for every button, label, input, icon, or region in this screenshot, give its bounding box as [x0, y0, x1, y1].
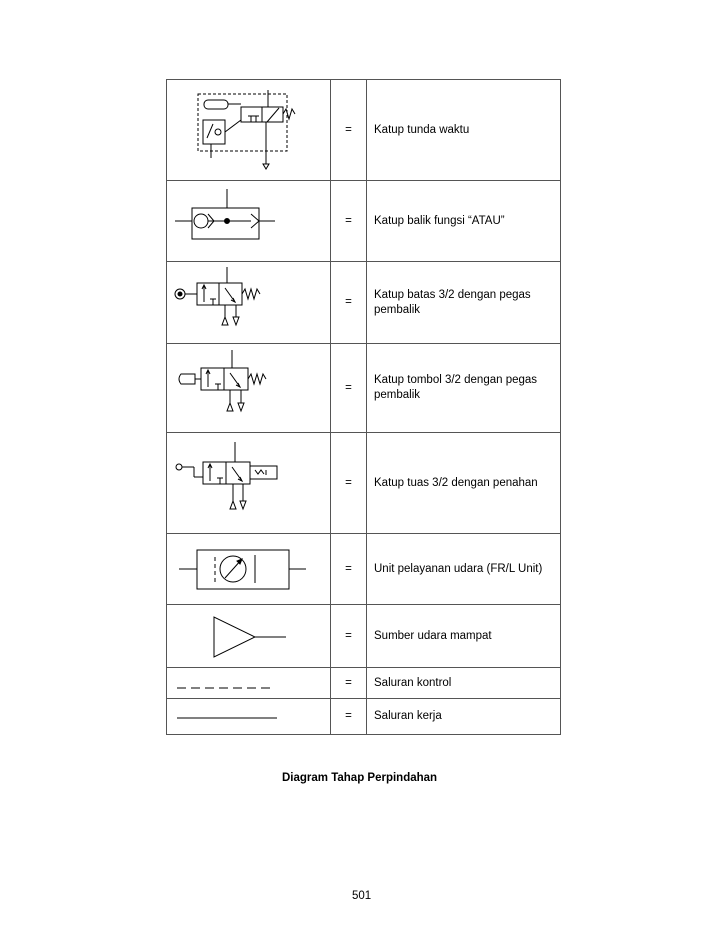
symbol-description: Unit pelayanan udara (FR/L Unit) — [367, 534, 561, 605]
equals-sign: = — [331, 181, 367, 262]
equals-sign: = — [331, 534, 367, 605]
symbol-description: Katup balik fungsi “ATAU” — [367, 181, 561, 262]
control-line-icon — [167, 668, 330, 699]
symbol-description: Sumber udara mampat — [367, 605, 561, 668]
symbol-cell — [167, 433, 331, 534]
equals-sign: = — [331, 699, 367, 735]
table-row — [167, 433, 561, 534]
symbol-cell — [167, 80, 331, 181]
table-row — [167, 534, 561, 605]
symbol-cell — [167, 181, 331, 262]
symbol-description: Katup tunda waktu — [367, 80, 561, 181]
equals-sign: = — [331, 262, 367, 344]
page-number: 501 — [352, 890, 372, 902]
roller-limit-valve-icon — [167, 262, 330, 344]
table-row — [167, 181, 561, 262]
time-delay-valve-icon — [167, 80, 330, 181]
symbol-cell — [167, 668, 331, 699]
table-row — [167, 668, 561, 699]
symbol-description: Katup batas 3/2 dengan pegas pembalik — [367, 262, 561, 344]
working-line-icon — [167, 699, 330, 735]
push-button-valve-icon — [167, 344, 330, 433]
air-service-unit-icon — [167, 534, 330, 605]
compressed-air-source-icon — [167, 605, 330, 668]
diagram-caption: Diagram Tahap Perpindahan — [282, 772, 438, 784]
equals-sign: = — [331, 344, 367, 433]
symbol-cell — [167, 534, 331, 605]
table-row — [167, 344, 561, 433]
symbol-description: Katup tombol 3/2 dengan pegas pembalik — [367, 344, 561, 433]
or-shuttle-valve-icon — [167, 181, 330, 262]
table-row — [167, 80, 561, 181]
equals-sign: = — [331, 668, 367, 699]
symbol-cell — [167, 262, 331, 344]
table-row — [167, 605, 561, 668]
equals-sign: = — [331, 80, 367, 181]
equals-sign: = — [331, 433, 367, 534]
symbol-description: Katup tuas 3/2 dengan penahan — [367, 433, 561, 534]
equals-sign: = — [331, 605, 367, 668]
symbol-cell — [167, 699, 331, 735]
symbol-description: Saluran kerja — [367, 699, 561, 735]
symbol-table — [166, 79, 561, 735]
table-row — [167, 262, 561, 344]
table-row — [167, 699, 561, 735]
lever-detent-valve-icon — [167, 433, 330, 534]
symbol-cell — [167, 344, 331, 433]
symbol-description: Saluran kontrol — [367, 668, 561, 699]
symbol-cell — [167, 605, 331, 668]
